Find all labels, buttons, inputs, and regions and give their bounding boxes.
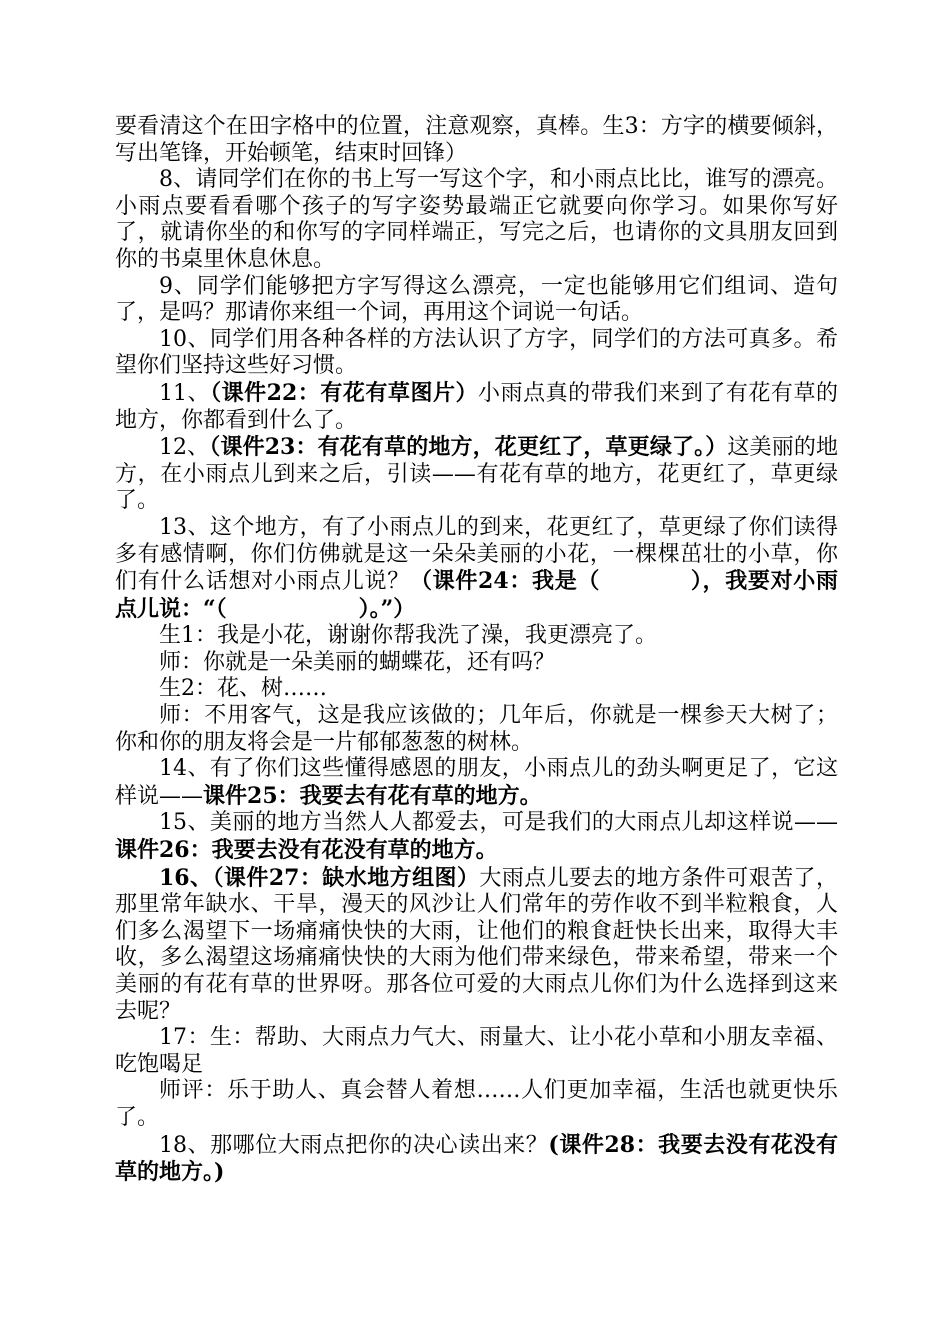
courseware-label: （课件22：有花有草图片） <box>210 379 479 406</box>
text-segment: 师：你就是一朵美丽的蝴蝶花，还有吗？ <box>159 649 556 675</box>
text-segment: 11、 <box>159 380 211 406</box>
text-segment: 18、那哪位大雨点把你的决心读出来？ <box>159 1132 549 1158</box>
paragraph-10 <box>115 327 838 380</box>
paragraph-17 <box>115 1025 838 1078</box>
text-segment: 10、同学们用各种各样的方法认识了方字，同学们的方法可真多。希望你们坚持这些好习惯。 <box>115 326 838 379</box>
text-segment: 13、这个地方，有了小雨点儿的到来，花更红了，草更绿了你们读得多有感情啊，你们仿佛就是这一朵朵美丽的小花，一棵棵茁壮的小草，你们有什么话想对小雨点儿说？ <box>115 514 838 595</box>
courseware-label: (课件28：我要去没有花没有草的地方。) <box>115 1131 838 1186</box>
text-segment: 14、有了你们这些懂得感恩的朋友，小雨点儿的劲头啊更足了，它这样说—— <box>115 756 838 809</box>
student-answer-1 <box>115 623 838 650</box>
paragraph-11 <box>115 380 838 434</box>
paragraph-1 <box>115 114 838 167</box>
courseware-label: （课件23：有花有草的地方，花更红了，草更绿了。） <box>209 434 728 461</box>
text-segment: 8、请同学们在你的书上写一写这个字，和小雨点比比，谁写的漂亮。小雨点要看看哪个孩子的写字姿势最端正它就要向你学习。如果你写好了，就请你坐的和你写的字同样端正，写完之后，也请你的文具朋友回到你的书桌里休息休息。 <box>115 167 838 272</box>
courseware-label: 课件25：我要去有花有草的地方。 <box>203 782 542 809</box>
teacher-comment <box>115 1078 838 1131</box>
paragraph-18 <box>115 1132 838 1187</box>
teacher-reply-1 <box>115 650 838 677</box>
paragraph-13 <box>115 515 838 623</box>
text-segment: 这美丽的地方，在小雨点儿到来之后，引读——有花有草的地方，花更红了，草更绿了。 <box>115 435 838 514</box>
text-segment: 生1：我是小花，谢谢你帮我洗了澡，我更漂亮了。 <box>159 623 657 649</box>
text-segment: 师评：乐于助人、真会替人着想……人们更加幸福，生活也就更快乐了。 <box>115 1078 838 1130</box>
text-segment: 小雨点真的带我们来到了有花有草的地方，你都看到什么了。 <box>115 380 838 433</box>
text-segment: 生2：花、树…… <box>159 676 327 702</box>
text-segment: 9、同学们能够把方字写得这么漂亮，一定也能够用它们组词、造句了，是吗？那请你来组一个词，再用这个词说一句话。 <box>115 273 838 326</box>
text-segment: 要看清这个在田字格中的位置，注意观察，真棒。生3：方字的横要倾斜，写出笔锋，开始顿笔，结束时回锋） <box>115 114 838 166</box>
text-segment: 17：生：帮助、大雨点力气大、雨量大、让小花小草和小朋友幸福、吃饱喝足 <box>115 1025 838 1077</box>
paragraph-8 <box>115 167 838 273</box>
text-segment: 师：不用客气，这是我应该做的；几年后，你就是一棵参天大树了；你和你的朋友将会是一片郁郁葱葱的树林。 <box>115 703 838 755</box>
paragraph-14 <box>115 756 838 810</box>
text-segment: 15、美丽的地方当然人人都爱去，可是我们的大雨点儿却这样说—— <box>159 810 838 836</box>
courseware-label: 16、（课件27：缺水地方组图） <box>159 864 480 891</box>
teacher-reply-2 <box>115 703 838 756</box>
text-segment: 12、 <box>159 435 210 461</box>
paragraph-12 <box>115 434 838 515</box>
paragraph-16 <box>115 865 838 1026</box>
paragraph-9 <box>115 274 838 327</box>
student-answer-2 <box>115 676 838 703</box>
courseware-label: 课件26：我要去没有花没有草的地方。 <box>115 837 498 864</box>
courseware-label: （课件24：我是（ ），我要对小雨点儿说：“（ ）。”） <box>115 568 838 622</box>
text-segment: 大雨点儿要去的地方条件可艰苦了，那里常年缺水、干旱，漫天的风沙让人们常年的劳作收不到半粒粮食，人们多么渴望下一场痛痛快快的大雨，让他们的粮食赶快长出来，取得大丰收，多么渴望这场痛痛快快的大雨为他们带来绿色，带来希望，带来一个美丽的有花有草的世界呀。那各位可爱的大雨点儿你们为什么选择到这来去呢？ <box>115 865 838 1024</box>
paragraph-15 <box>115 810 838 864</box>
